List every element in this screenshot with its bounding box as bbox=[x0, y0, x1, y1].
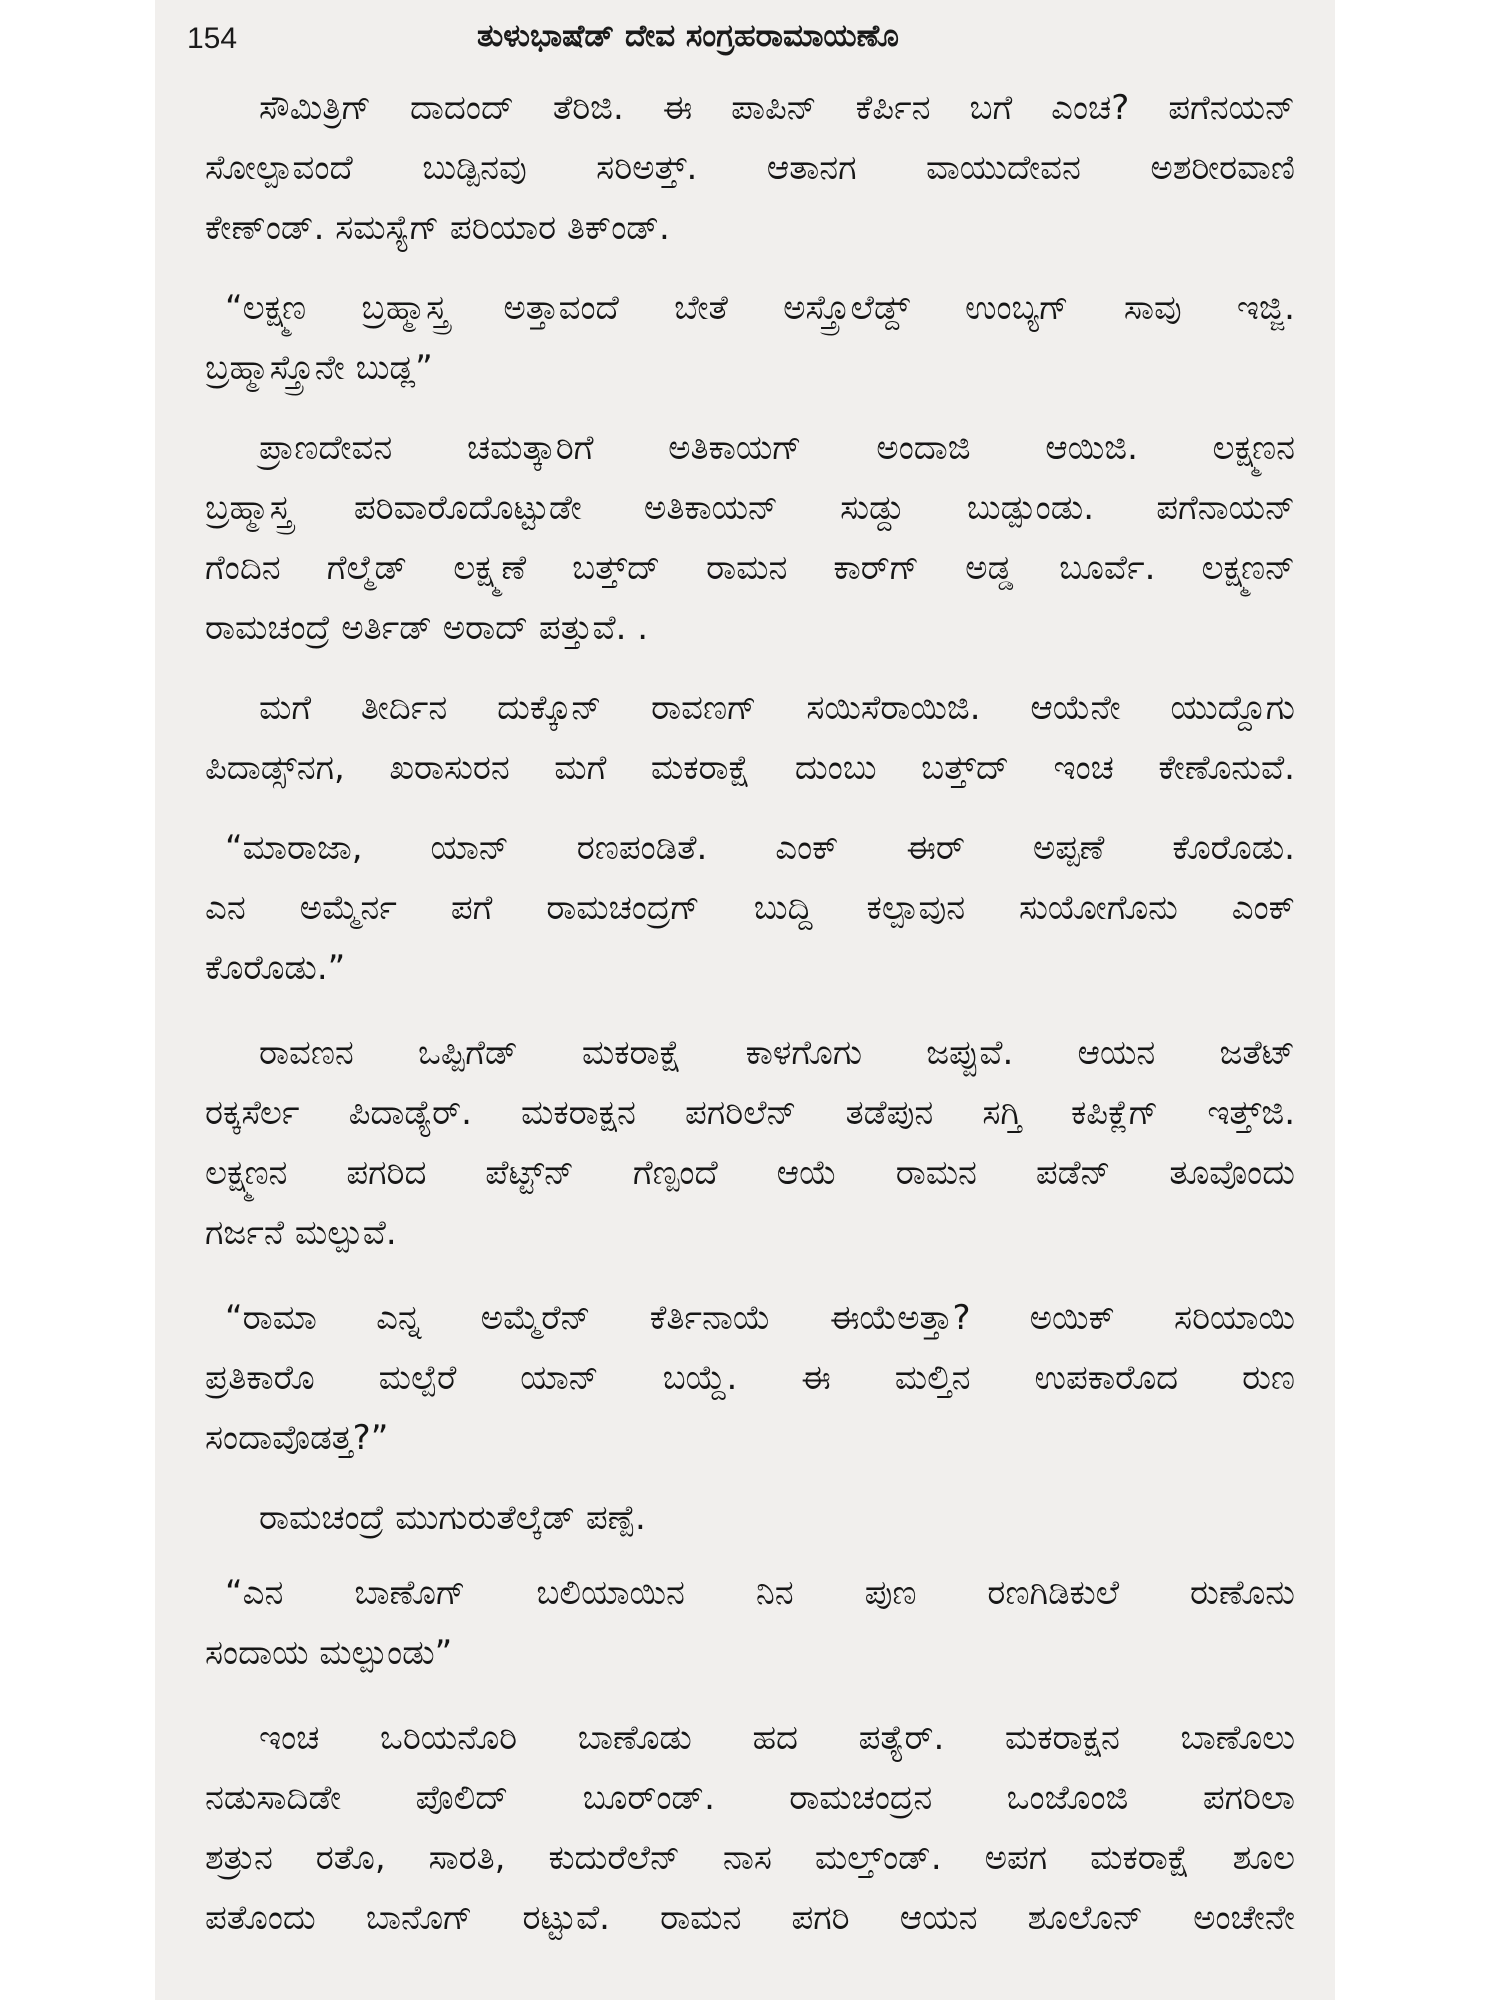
text-line: ಶತ್ರುನ ರತೊ, ಸಾರತಿ, ಕುದುರೆಲೆನ್ ನಾಸ ಮಲ್ತ್ಂಡ್. ಅಪಗ ಮಕರಾಕ್ಷೆ ಶೂಲ bbox=[205, 1838, 1295, 1878]
text-line: ಗೆಂದಿನ ಗೆಲ್ಮೆಡ್ ಲಕ್ಷ್ಮಣೆ ಬತ್ತ್‌ದ್ ರಾಮನ ಕಾರ್‌ಗ್ ಅಡ್ಡ ಬೂರ್ವೆ. ಲಕ್ಷ್ಮಣನ್ bbox=[205, 548, 1295, 588]
text-line: ಕೇಣ್ಂಡ್. ಸಮಸ್ಯೆಗ್ ಪರಿಯಾರ ತಿಕ್ಂಡ್. bbox=[205, 208, 670, 248]
text-line: “ಮಾರಾಜಾ, ಯಾನ್ ರಣಪಂಡಿತೆ. ಎಂಕ್ ಈರ್ ಅಪ್ಪಣೆ ಕೊರೊಡು. bbox=[225, 828, 1295, 868]
running-title: ತುಳುಭಾಷೆಡ್ ದೇವ ಸಂಗ್ರಹರಾಮಾಯಣೊ bbox=[477, 18, 899, 54]
text-line: ಎನ ಅಮ್ಮೆರ್ನ ಪಗೆ ರಾಮಚಂದ್ರಗ್ ಬುದ್ದಿ ಕಲ್ಪಾವುನ ಸುಯೋಗೊನು ಎಂಕ್ bbox=[205, 888, 1295, 928]
text-line: ಸೌಮಿತ್ರಿಗ್ ದಾದಂದ್ ತೆರಿಜಿ. ಈ ಪಾಪಿನ್ ಕೆರ್ಪಿನ ಬಗೆ ಎಂಚ? ಪಗೆನಯನ್ bbox=[259, 88, 1295, 128]
book-page bbox=[155, 0, 1335, 2000]
text-line: ರಕ್ಕಸೆರ್ಲ ಪಿದಾಡ್ಯೆರ್. ಮಕರಾಕ್ಷನ ಪಗರಿಲೆನ್ ತಡೆಪುನ ಸಗ್ತಿ ಕಪಿಕ್ಲೆಗ್ ಇತ್ತ್‌ಜಿ. bbox=[205, 1093, 1295, 1133]
text-line: ರಾಮಚಂದ್ರೆ ಅರ್ತಿಡ್ ಅರಾದ್ ಪತ್ತುವೆ. . bbox=[205, 608, 649, 648]
page-header bbox=[187, 18, 1307, 78]
page-number: 154 bbox=[187, 22, 238, 55]
text-line: ಗರ್ಜನೆ ಮಲ್ಪುವೆ. bbox=[205, 1213, 397, 1253]
text-line: ರಾವಣನ ಒಪ್ಪಿಗೆಡ್ ಮಕರಾಕ್ಷೆ ಕಾಳಗೊಗು ಜಪ್ಪುವೆ. ಆಯನ ಜತೆಟ್ bbox=[259, 1033, 1295, 1073]
text-line: “ಲಕ್ಷ್ಮಣ ಬ್ರಹ್ಮಾಸ್ತ್ರ ಅತ್ತಾವಂದೆ ಬೇತೆ ಅಸ್ತ್ರೊಲೆಡ್ದ್ ಉಂಬ್ಯಗ್ ಸಾವು ಇಜ್ಜಿ. bbox=[225, 288, 1295, 328]
text-line: “ರಾಮಾ ಎನ್ನ ಅಮ್ಮೆರೆನ್ ಕೆರ್ತಿನಾಯೆ ಈಯೆಅತ್ತಾ? ಅಯಿಕ್ ಸರಿಯಾಯಿ bbox=[225, 1298, 1295, 1338]
text-line: ಪ್ರತಿಕಾರೊ ಮಲ್ಪೆರೆ ಯಾನ್ ಬಯ್ದೆ. ಈ ಮಲ್ತಿನ ಉಪಕಾರೊದ ರುಣ bbox=[205, 1358, 1295, 1398]
text-line: ಪ್ರಾಣದೇವನ ಚಮತ್ಕಾರಿಗೆ ಅತಿಕಾಯಗ್ ಅಂದಾಜಿ ಆಯಿಜಿ. ಲಕ್ಷ್ಮಣನ bbox=[259, 428, 1295, 468]
text-line: ಬ್ರಹ್ಮಾಸ್ತ್ರೊನೇ ಬುಡ್ಲ” bbox=[205, 348, 433, 388]
text-line: ರಾಮಚಂದ್ರೆ ಮುಗುರುತೆಲ್ಕೆಡ್ ಪಣ್ಪೆ. bbox=[259, 1498, 646, 1538]
text-line: ಲಕ್ಷ್ಮಣನ ಪಗರಿದ ಪೆಟ್ಟ್‌ನ್ ಗೆಣ್ಪಂದೆ ಆಯೆ ರಾಮನ ಪಡೆನ್ ತೂವೊಂದು bbox=[205, 1153, 1295, 1193]
text-line: ನಡುಸಾದಿಡೇ ಪೊಲಿದ್ ಬೂರ್ಂಡ್. ರಾಮಚಂದ್ರನ ಒಂಜೊಂಜಿ ಪಗರಿಲಾ bbox=[205, 1778, 1295, 1818]
text-line: ಸಂದಾವೊಡತ್ತ?” bbox=[205, 1418, 389, 1458]
text-line: ಕೊರೊಡು.” bbox=[205, 948, 346, 988]
text-line: “ಎನ ಬಾಣೊಗ್ ಬಲಿಯಾಯಿನ ನಿನ ಪುಣ ರಣಗಿಡಿಕುಲೆ ರುಣೊನು bbox=[225, 1573, 1295, 1613]
text-line: ಸೋಲ್ಪಾವಂದೆ ಬುಡ್ಪಿನವು ಸರಿಅತ್ತ್. ಆತಾನಗ ವಾಯುದೇವನ ಅಶರೀರವಾಣಿ bbox=[205, 148, 1295, 188]
text-line: ಸಂದಾಯ ಮಲ್ಪುಂಡು” bbox=[205, 1633, 453, 1673]
text-line: ಪಿದಾಡ್ಸ್‌ನಗ, ಖರಾಸುರನ ಮಗೆ ಮಕರಾಕ್ಷೆ ದುಂಬು ಬತ್ತ್‌ದ್ ಇಂಚ ಕೇಣೊನುವೆ. bbox=[205, 748, 1295, 788]
text-line: ಇಂಚ ಒರಿಯನೊರಿ ಬಾಣೊಡು ಹದ ಪತ್ಯೆರ್. ಮಕರಾಕ್ಷನ ಬಾಣೊಲು bbox=[259, 1718, 1295, 1758]
text-line: ಪತೊಂದು ಬಾನೊಗ್ ರಟ್ಟುವೆ. ರಾಮನ ಪಗರಿ ಆಯನ ಶೂಲೊನ್ ಅಂಚೇನೇ bbox=[205, 1898, 1295, 1938]
text-line: ಬ್ರಹ್ಮಾಸ್ತ್ರ ಪರಿವಾರೊದೊಟ್ಟುಡೇ ಅತಿಕಾಯನ್ ಸುಡ್ದು ಬುಡ್ಪುಂಡು. ಪಗೆನಾಯನ್ bbox=[205, 488, 1295, 528]
text-line: ಮಗೆ ತೀರ್ದಿನ ದುಕ್ಕೊನ್ ರಾವಣಗ್ ಸಯಿಸೆರಾಯಿಜಿ. ಆಯೆನೇ ಯುದ್ದೊಗು bbox=[259, 688, 1295, 728]
